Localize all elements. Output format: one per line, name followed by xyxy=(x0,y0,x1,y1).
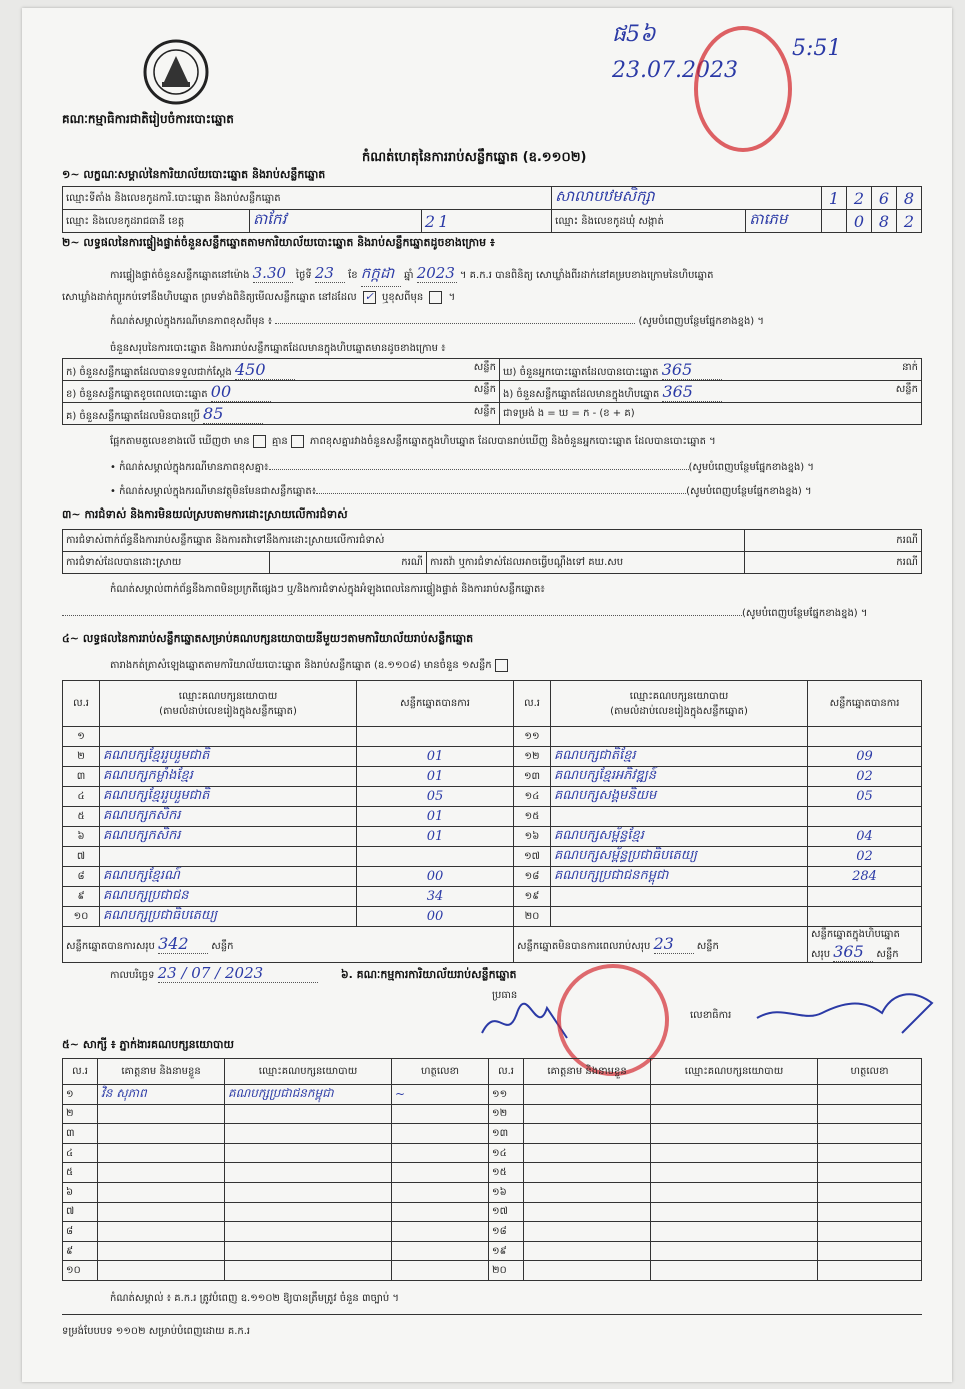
resolved-unit: ករណី xyxy=(270,552,427,574)
witness-name xyxy=(524,1143,651,1163)
witness-party xyxy=(651,1085,818,1105)
result-party-name: គណបក្សសម្ព័ន្ធប្រជាធិបតេយ្យ xyxy=(551,846,808,866)
form-title: កំណត់ហេតុនៃការរាប់សន្លឹកឆ្នោត (ឧ.១១០២) xyxy=(362,150,587,165)
witness-signature xyxy=(392,1143,489,1163)
witness-row xyxy=(63,1124,922,1144)
witness-no: ១៨ xyxy=(489,1222,524,1242)
result-no: ១០ xyxy=(63,906,100,926)
witness-signature xyxy=(818,1104,922,1124)
witness-no: ១៤ xyxy=(489,1143,524,1163)
witness-signature xyxy=(392,1163,489,1183)
total-in-box: សន្លឹកឆ្នោតក្នុងហិបឆ្នោតសរុប 365 សន្លឹក xyxy=(808,926,922,962)
received-label: ក) ចំនួនសន្លឹកឆ្នោតដែលបានទទួលជាក់ស្តែង 450 សន្លឹក xyxy=(63,359,500,381)
witness-row xyxy=(63,1143,922,1163)
witness-name xyxy=(524,1182,651,1202)
witness-signature xyxy=(818,1182,922,1202)
location-code-1: 1 xyxy=(822,187,847,210)
footer-divider xyxy=(62,1314,922,1315)
result-party-name xyxy=(551,886,808,906)
result-row xyxy=(63,806,922,826)
witness-name xyxy=(98,1202,225,1222)
result-party-name: គណបក្សខ្មែររួបរួមជាតិ xyxy=(100,746,357,766)
w-col-no-left: ល.រ xyxy=(63,1059,98,1085)
witness-no: ១៣ xyxy=(489,1124,524,1144)
witness-name xyxy=(524,1241,651,1261)
result-votes: 00 xyxy=(357,906,514,926)
witness-signature xyxy=(818,1163,922,1183)
check-same-box[interactable]: ✓ xyxy=(364,289,374,303)
has-difference-box[interactable] xyxy=(253,435,266,448)
result-party-name: គណបក្សកម្លាំងខ្មែរ xyxy=(100,766,357,786)
official-stamp-top xyxy=(694,26,792,152)
footer-text: ទម្រង់បែបបទ ១១០២ សម្រាប់បំពេញដោយ គ.ក.រ xyxy=(62,1326,251,1337)
result-votes xyxy=(808,727,922,747)
result-row xyxy=(63,746,922,766)
result-party-name xyxy=(551,727,808,747)
witness-signature: ~ xyxy=(392,1085,489,1105)
result-votes xyxy=(808,906,922,926)
voted-label: ឃ) ចំនួនអ្នកបោះឆ្នោតដែលបានបោះឆ្នោត 365 នាក់ xyxy=(500,359,922,381)
table-intro: ចំនួនសរុបនៃការបោះឆ្នោត និងការរាប់សន្លឹកឆ្នោតដែលមានក្នុងហិបឆ្នោតមានដូចខាងក្រោម ៖ xyxy=(110,343,446,354)
appeal-unit: ករណី xyxy=(745,552,922,574)
witness-row xyxy=(63,1085,922,1105)
result-no: ៣ xyxy=(63,766,100,786)
result-party-name xyxy=(100,727,357,747)
w-col-name-right: គោត្តនាម និងនាមខ្លួន xyxy=(524,1059,651,1085)
witness-signature xyxy=(818,1143,922,1163)
result-party-name: គណបក្សខ្មែរអភិវឌ្ឍន៍ xyxy=(551,766,808,786)
commune-code-3: 2 xyxy=(897,210,922,233)
witness-party xyxy=(225,1104,392,1124)
no-difference-box[interactable] xyxy=(291,435,304,448)
result-no: ២០ xyxy=(514,906,551,926)
result-votes: 09 xyxy=(808,746,922,766)
result-no: ២ xyxy=(63,746,100,766)
w-col-name-left: គោត្តនាម និងនាមខ្លួន xyxy=(98,1059,225,1085)
col-party-right: ឈ្មោះគណបក្សនយោបាយ (តាមលំដាប់លេខរៀងក្នុងសន្លឹកឆ្នោត) xyxy=(551,681,808,727)
formula-label: ជាទម្រង់ ង = ឃ = ក - (ខ + គ) xyxy=(500,403,922,425)
result-row xyxy=(63,826,922,846)
in-box-label: ង) ចំនួនសន្លឹកឆ្នោតដែលមានក្នុងហិបឆ្នោត 365 សន្លឹក xyxy=(500,381,922,403)
result-party-name xyxy=(100,846,357,866)
unused-label: គ) ចំនួនសន្លឹកឆ្នោតដែលមិនបានប្រើ 85 សន្លឹក xyxy=(63,403,500,425)
location-code-3: 6 xyxy=(872,187,897,210)
witness-name xyxy=(98,1143,225,1163)
col-party-left: ឈ្មោះគណបក្សនយោបាយ (តាមលំដាប់លេខរៀងក្នុងសន្លឹកឆ្នោត) xyxy=(100,681,357,727)
witness-row xyxy=(63,1222,922,1242)
witness-signature xyxy=(818,1261,922,1281)
date-line: កាលបរិច្ឆេទ 23 / 07 / 2023 ៦. គណៈកម្មការការិយាល័យរាប់សន្លឹកឆ្នោត xyxy=(110,964,517,982)
secretary-signature xyxy=(752,983,942,1047)
witness-party xyxy=(651,1104,818,1124)
result-no: ៤ xyxy=(63,786,100,806)
result-no: ១២ xyxy=(514,746,551,766)
result-no: ៦ xyxy=(63,826,100,846)
witness-no: ១៩ xyxy=(489,1241,524,1261)
result-row xyxy=(63,886,922,906)
result-no: ៧ xyxy=(63,846,100,866)
result-votes xyxy=(808,886,922,906)
result-votes: 00 xyxy=(357,866,514,886)
result-party-name: គណបក្សប្រជាជនកម្ពុជា xyxy=(551,866,808,886)
nec-logo xyxy=(142,38,210,106)
witness-party xyxy=(225,1222,392,1242)
compare-sentence: ផ្អែកតាមតួលេខខាងលើ ឃើញថា មាន គ្មាន ភាពខុសគ្នារវាងចំនួនសន្លឹកឆ្នោតក្នុងហិបឆ្នោត ដែលបានរាប់ឃើញ និងចំនួនអ្នកបោះឆ្នោត ដែលបានបោះឆ្នោត ។ xyxy=(110,436,716,447)
location-label: ឈ្មោះទីតាំង និងលេខកូដការិ.បោះឆ្នោត និងរាប់សន្លឹកឆ្នោត xyxy=(63,187,552,210)
result-votes: 02 xyxy=(808,846,922,866)
witness-no: ៦ xyxy=(63,1182,98,1202)
w-col-party-left: ឈ្មោះគណបក្សនយោបាយ xyxy=(225,1059,392,1085)
result-votes: 01 xyxy=(357,826,514,846)
result-no: ១៥ xyxy=(514,806,551,826)
commune-code-1: 0 xyxy=(847,210,872,233)
result-votes: 284 xyxy=(808,866,922,886)
result-no: ១៣ xyxy=(514,766,551,786)
witness-signature xyxy=(818,1085,922,1105)
total-valid: សន្លឹកឆ្នោតបានការសរុប 342 សន្លឹក xyxy=(63,926,514,962)
objection-row1: ការជំទាស់ពាក់ព័ន្ធនឹងការរាប់សន្លឹកឆ្នោត និងការតវ៉ាទៅនឹងការដោះស្រាយលើការជំទាស់ xyxy=(63,530,745,552)
witness-signature xyxy=(392,1202,489,1222)
witness-no: ៣ xyxy=(63,1124,98,1144)
result-party-name: គណបក្សសង្គមនិយម xyxy=(551,786,808,806)
location-code-2: 2 xyxy=(847,187,872,210)
witness-row xyxy=(63,1202,922,1222)
result-no: ១៩ xyxy=(514,886,551,906)
section4-title: ៤~ លទ្ធផលនៃការរាប់សន្លឹកឆ្នោតសម្រាប់គណបក្សនយោបាយនីមួយៗតាមការិយាល័យរាប់សន្លឹកឆ្នោត xyxy=(62,632,474,645)
result-votes xyxy=(808,806,922,826)
chair-label: ប្រធាន xyxy=(492,990,518,1001)
result-row xyxy=(63,786,922,806)
witness-party xyxy=(651,1261,818,1281)
col-no-left: ល.រ xyxy=(63,681,100,727)
witness-signature xyxy=(392,1222,489,1242)
witness-party xyxy=(651,1222,818,1242)
witness-party xyxy=(651,1143,818,1163)
result-no: ១៤ xyxy=(514,786,551,806)
witness-party xyxy=(651,1124,818,1144)
section5-title: ៥~ សាក្សី ៖ ភ្នាក់ងារគណបក្សនយោបាយ xyxy=(62,1038,235,1051)
irregularity-line: (សូមបំពេញបន្ថែមផ្នែកខាងខ្នង) ។ xyxy=(62,606,922,621)
section1-table xyxy=(62,186,922,233)
spoiled-label: ខ) ចំនួនសន្លឹកឆ្នោតខូចពេលបោះឆ្នោត 00 សន្លឹក xyxy=(63,381,500,403)
appeal-label: ការតវ៉ា ឬការជំទាស់ដែលអាចធ្វើបណ្តឹងទៅ គឃ.សប xyxy=(427,552,745,574)
result-votes: 05 xyxy=(357,786,514,806)
result-votes: 34 xyxy=(357,886,514,906)
seal-sentence: សោឃ្លាំងដាក់ព្យួរកប់ទៅនឹងហិបឆ្នោត ព្រមទាំងពិនិត្យមើលសន្លឹកឆ្នោត នៅដដែល ✓ ឬខុសពីមុន ។ xyxy=(62,289,456,303)
section1-title: ១~ លក្ខណៈសម្គាល់នៃការិយាល័យបោះឆ្នោត និងរាប់សន្លឹកឆ្នោត xyxy=(62,168,326,181)
w-col-sign-left: ហត្ថលេខា xyxy=(392,1059,489,1085)
result-no: ១៦ xyxy=(514,826,551,846)
witness-signature xyxy=(818,1222,922,1242)
result-row xyxy=(63,866,922,886)
witness-name xyxy=(98,1124,225,1144)
result-votes: 01 xyxy=(357,746,514,766)
witness-no: ១១ xyxy=(489,1085,524,1105)
result-party-name: គណបក្សខ្មែររួបរួមជាតិ xyxy=(100,786,357,806)
witness-signature xyxy=(818,1202,922,1222)
witness-name xyxy=(98,1163,225,1183)
witness-party xyxy=(225,1124,392,1144)
result-party-name: គណបក្សជាតិខ្មែរ xyxy=(551,746,808,766)
witness-no: ២ xyxy=(63,1104,98,1124)
commune-code-2: 8 xyxy=(872,210,897,233)
province-value: តាកែវ xyxy=(250,210,422,233)
result-no: ៥ xyxy=(63,806,100,826)
witness-party xyxy=(651,1163,818,1183)
result-party-name xyxy=(551,906,808,926)
witness-no: ១៧ xyxy=(489,1202,524,1222)
witness-name xyxy=(98,1261,225,1281)
witness-party xyxy=(651,1241,818,1261)
witness-no: ១០ xyxy=(63,1261,98,1281)
witness-no: ១២ xyxy=(489,1104,524,1124)
result-no: ១៨ xyxy=(514,866,551,886)
witness-name xyxy=(524,1261,651,1281)
check-different-box[interactable] xyxy=(429,291,442,304)
province-label: ឈ្មោះ និងលេខកូដរាជធានី ខេត្ត xyxy=(63,210,250,233)
witness-signature xyxy=(392,1124,489,1144)
witness-name xyxy=(524,1163,651,1183)
witness-row xyxy=(63,1104,922,1124)
witness-party xyxy=(225,1182,392,1202)
difference-note: កំណត់សម្គាល់ក្នុងករណីមានភាពខុសពីមុន ៖ (សូមបំពេញបន្ថែមផ្នែកខាងខ្នង) ។ xyxy=(110,316,764,327)
result-row xyxy=(63,727,922,747)
witness-name xyxy=(524,1085,651,1105)
witness-name xyxy=(98,1241,225,1261)
witness-no: ២០ xyxy=(489,1261,524,1281)
results-table xyxy=(62,680,922,963)
result-party-name: គណបក្សកសិករ xyxy=(100,826,357,846)
result-party-name: គណបក្សប្រជាធិបតេយ្យ xyxy=(100,906,357,926)
witness-no: ៧ xyxy=(63,1202,98,1222)
w-col-party-right: ឈ្មោះគណបក្សនយោបាយ xyxy=(651,1059,818,1085)
witness-name xyxy=(98,1104,225,1124)
witness-no: ៥ xyxy=(63,1163,98,1183)
time-value: 3.30 xyxy=(253,264,293,283)
one-sheet-box[interactable] xyxy=(495,659,508,672)
witness-party xyxy=(651,1202,818,1222)
bullet-difference: • កំណត់សម្គាល់ក្នុងករណីមានភាពខុសគ្នា៖ (សូមបំពេញបន្ថែមផ្នែកខាងខ្នង) ។ xyxy=(110,462,814,473)
result-votes: 02 xyxy=(808,766,922,786)
result-party-name: គណបក្សប្រជាជន xyxy=(100,886,357,906)
witness-row xyxy=(63,1241,922,1261)
result-votes: 05 xyxy=(808,786,922,806)
footnote: កំណត់សម្គាល់ ៖ គ.ក.រ ត្រូវបំពេញ ឧ.១១០២ ឱ្យបានត្រឹមត្រូវ ចំនួន ៣ច្បាប់ ។ xyxy=(110,1293,399,1304)
result-no: ៨ xyxy=(63,866,100,886)
section4-intro: តារាងកត់ត្រាសំឡេងឆ្នោតតាមការិយាល័យបោះឆ្នោត និងរាប់សន្លឹកឆ្នោត (ឧ.១១០៨) មានចំនួន ១សន្លឹក xyxy=(110,658,511,673)
section3-title: ៣~ ការជំទាស់ និងការមិនយល់ស្របតាមការដោះស្រាយលើការជំទាស់ xyxy=(62,508,348,521)
witness-row xyxy=(63,1182,922,1202)
w-col-sign-right: ហត្ថលេខា xyxy=(818,1059,922,1085)
w-col-no-right: ល.រ xyxy=(489,1059,524,1085)
witness-signature xyxy=(818,1241,922,1261)
result-party-name: គណបក្សសម្ព័ន្ធខ្មែរ xyxy=(551,826,808,846)
result-votes: 04 xyxy=(808,826,922,846)
witness-no: ៩ xyxy=(63,1241,98,1261)
year-value: 2023 xyxy=(416,264,455,282)
day-value: 23 xyxy=(315,264,345,283)
witness-party xyxy=(225,1202,392,1222)
count-table xyxy=(62,358,922,425)
witness-party xyxy=(225,1143,392,1163)
col-no-right: ល.រ xyxy=(514,681,551,727)
result-votes: 01 xyxy=(357,766,514,786)
date-value: 23 / 07 / 2023 xyxy=(158,964,318,983)
witness-signature xyxy=(818,1124,922,1144)
bullet-non-ballot: • កំណត់សម្គាល់ក្នុងករណីមានវត្ថុមិនមែនជាសន្លឹកឆ្នោត៖ (សូមបំពេញបន្ថែមផ្នែកខាងខ្នង) ។ xyxy=(110,486,812,497)
result-row xyxy=(63,846,922,866)
result-votes: 01 xyxy=(357,806,514,826)
witness-name xyxy=(98,1182,225,1202)
witness-party xyxy=(225,1241,392,1261)
month-value: កក្កដា xyxy=(361,264,401,287)
form-sheet xyxy=(22,8,952,1382)
result-votes xyxy=(357,727,514,747)
col-votes-right: សន្លឹកឆ្នោតបានការ xyxy=(808,681,922,727)
result-row xyxy=(63,906,922,926)
witness-signature xyxy=(392,1261,489,1281)
result-party-name: គណបក្សខ្មែរណ៍ xyxy=(100,866,357,886)
section2-title: ២~ លទ្ធផលនៃការផ្ទៀងផ្ទាត់ចំនួនសន្លឹកឆ្នោតតាមការិយាល័យបោះឆ្នោត និងរាប់សន្លឹកឆ្នោតដូចខាងក្រោម ៖ xyxy=(62,236,495,249)
objection-table xyxy=(62,529,922,574)
province-code: 2 1 xyxy=(421,210,551,233)
result-no: ១ xyxy=(63,727,100,747)
witness-name xyxy=(98,1222,225,1242)
verification-sentence: ការផ្ទៀងផ្ទាត់ចំនួនសន្លឹកឆ្នោតនៅម៉ោង 3.30 ថ្ងៃទី 23 ខែ កក្កដា ឆ្នាំ 2023 ។ គ.ក.រ បានពិនិត្យ សោឃ្លាំងពីរដាក់នៅគម្របខាងក្រោមនៃហិបឆ្នោត xyxy=(110,264,920,287)
witness-name xyxy=(524,1202,651,1222)
result-row xyxy=(63,766,922,786)
result-no: ១១ xyxy=(514,727,551,747)
committee-name: គណៈកម្មាធិការជាតិរៀបចំការបោះឆ្នោត xyxy=(62,112,234,126)
witness-row xyxy=(63,1163,922,1183)
witness-name xyxy=(524,1124,651,1144)
commune-label: ឈ្មោះ និងលេខកូដឃុំ សង្កាត់ xyxy=(552,210,746,233)
handwritten-number: ផ5៦ xyxy=(612,22,656,47)
witness-name xyxy=(524,1104,651,1124)
col-votes-left: សន្លឹកឆ្នោតបានការ xyxy=(357,681,514,727)
witness-party xyxy=(651,1182,818,1202)
result-party-name xyxy=(551,806,808,826)
witness-name: វិន សុភាព xyxy=(98,1085,225,1105)
witness-no: ៨ xyxy=(63,1222,98,1242)
total-invalid: សន្លឹកឆ្នោតមិនបានការពេលរាប់សរុប 23 សន្លឹក xyxy=(514,926,808,962)
result-no: ៩ xyxy=(63,886,100,906)
witness-no: ១៥ xyxy=(489,1163,524,1183)
witness-signature xyxy=(392,1241,489,1261)
witness-signature xyxy=(392,1104,489,1124)
witness-no: ១ xyxy=(63,1085,98,1105)
witness-table xyxy=(62,1058,922,1281)
commune-value: តាភេម xyxy=(746,210,822,233)
witness-row xyxy=(63,1261,922,1281)
irregularity-note: កំណត់សម្គាល់ពាក់ព័ន្ធនឹងភាពមិនប្រក្រតីផ្សេងៗ ឬ/និងការជំទាស់ក្នុងអំឡុងពេលនៃការផ្ទៀងផ្ទាត់ និងការរាប់សន្លឹកឆ្នោត៖ xyxy=(110,584,545,595)
secretary-label: លេខាធិការ xyxy=(690,1010,732,1021)
witness-party xyxy=(225,1261,392,1281)
witness-name xyxy=(524,1222,651,1242)
result-votes xyxy=(357,846,514,866)
resolved-label: ការជំទាស់ដែលបានដោះស្រាយ xyxy=(63,552,270,574)
location-value: សាលាបឋមសិក្សា xyxy=(552,187,822,210)
objection-row1-unit: ករណី xyxy=(745,530,922,552)
handwritten-time: 5:51 xyxy=(792,36,842,61)
handwritten-date: 23.07.2023 xyxy=(612,58,738,83)
location-code-4: 8 xyxy=(897,187,922,210)
witness-party: គណបក្សប្រជាជនកម្ពុជា xyxy=(225,1085,392,1105)
witness-party xyxy=(225,1163,392,1183)
witness-no: ៤ xyxy=(63,1143,98,1163)
result-party-name: គណបក្សកសិករ xyxy=(100,806,357,826)
witness-no: ១៦ xyxy=(489,1182,524,1202)
witness-signature xyxy=(392,1182,489,1202)
result-no: ១៧ xyxy=(514,846,551,866)
